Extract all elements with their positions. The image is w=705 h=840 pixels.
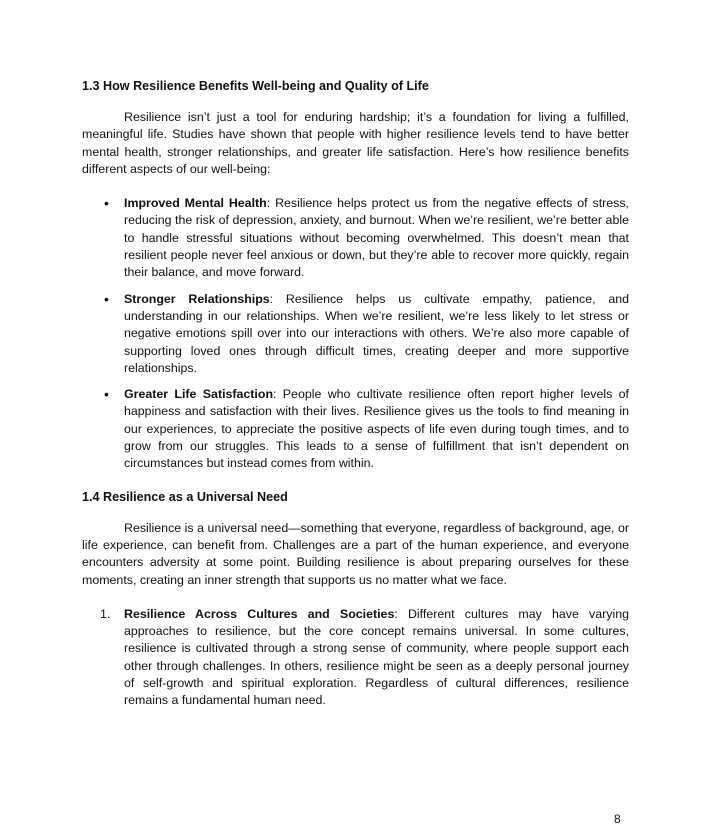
universal-need-numbered-list <box>82 606 629 710</box>
bullet-term: Greater Life Satisfaction <box>124 387 274 402</box>
numbered-term: Resilience Across Cultures and Societies <box>124 606 395 621</box>
bullet-text: : Resilience helps us cultivate empathy, patience, and understanding in our relationships. When we’re resilient, we’re less likely to let stress or negative emotions spill over into our interactions with others. We’re also more capable of supporting loved ones through difficult times, creating deeper and more supportive relationships. <box>124 291 629 375</box>
number-marker: 1. <box>100 606 111 621</box>
bullet-item-life-satisfaction <box>82 386 629 472</box>
section-1-4-heading: 1.4 Resilience as a Universal Need <box>82 489 288 504</box>
section-1-3-heading: 1.3 How Resilience Benefits Well-being and Quality of Life <box>82 79 429 93</box>
numbered-text: : Different cultures may have varying approaches to resilience, but the core concept remains universal. In some cultures, resilience is cultivated through a strong sense of community, where people support each other through challenges. In others, resilience might be seen as a deeply personal journey of self-growth and spiritual exploration. Regardless of cultural differences, resilience remains a fundamental human need. <box>124 606 629 708</box>
bullet-text: : People who cultivate resilience often report higher levels of happiness and satisfaction with their lives. Resilience gives us the tools to find meaning in our experiences, to appreciate the positive aspects of life even during tough times, and to grow from our struggles. This leads to a sense of fulfillment that isn’t dependent on circumstances but instead comes from within. <box>124 387 629 471</box>
bullet-term: Improved Mental Health <box>124 196 267 211</box>
bullet-marker: • <box>104 290 109 307</box>
section-1-3-intro-paragraph: Resilience isn’t just a tool for enduring hardship; it’s a foundation for living a fulfilled, meaningful life. Studies have shown that people with higher resilience levels tend to have better mental health, stronger relationships, and greater life satisfaction. Here’s how resilience benefits different aspects of our well-being: <box>82 110 629 176</box>
numbered-item-cultures <box>82 606 629 710</box>
bullet-marker: • <box>104 195 109 212</box>
bullet-marker: • <box>104 386 109 403</box>
bullet-text: : Resilience helps protect us from the negative effects of stress, reducing the risk of depression, anxiety, and burnout. When we’re resilient, we’re better able to handle stressful situations without becoming overwhelmed. This doesn’t mean that resilient people never feel anxious or down, but they’re able to recover more quickly, regain their balance, and move forward. <box>124 196 629 280</box>
section-1-4-intro-paragraph: Resilience is a universal need—something that everyone, regardless of background, age, or life experience, can benefit from. Challenges are a part of the human experience, and everyone encounters adversity at some point. Building resilience is about preparing ourselves for these moments, creating an inner strength that supports us no matter what we face. <box>82 520 629 587</box>
bullet-term: Stronger Relationships <box>124 291 270 306</box>
benefits-bullet-list <box>82 195 629 472</box>
page-number: 8 <box>614 812 621 826</box>
bullet-item-mental-health <box>82 195 629 281</box>
bullet-item-relationships <box>82 291 629 377</box>
document-page <box>82 78 629 710</box>
